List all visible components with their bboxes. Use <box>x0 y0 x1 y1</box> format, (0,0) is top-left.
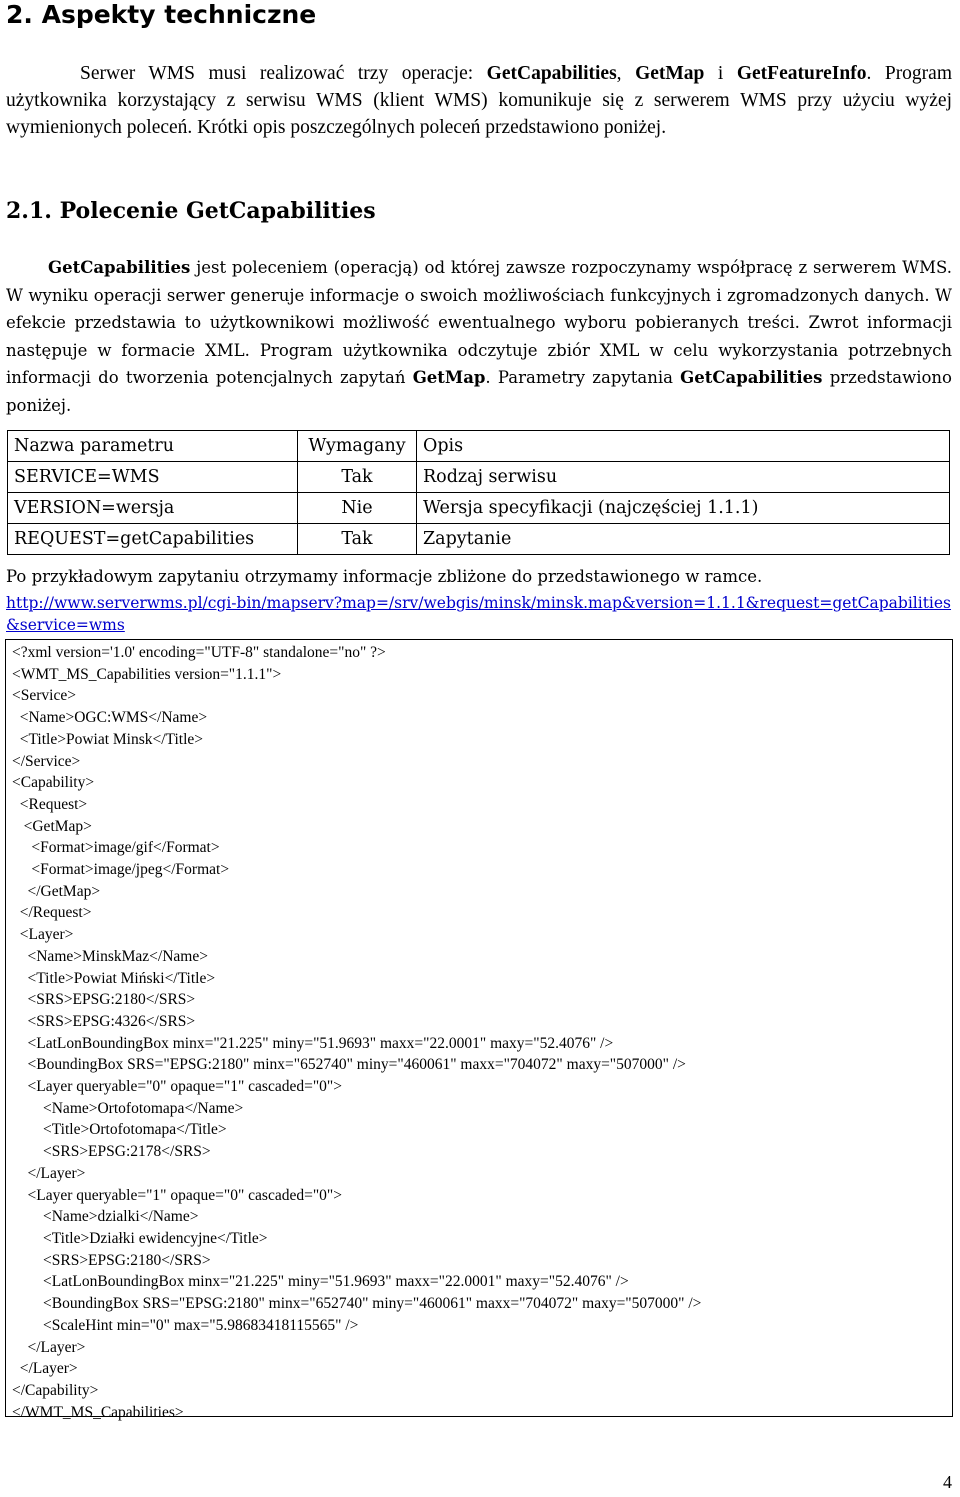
example-intro: Po przykładowym zapytaniu otrzymamy informacje zbliżone do przedstawionego w ramce. <box>6 567 763 586</box>
xml-line: </Layer> <box>12 1164 86 1182</box>
table-cell: Rodzaj serwisu <box>417 462 950 493</box>
xml-line: <Name>dzialki</Name> <box>12 1208 199 1226</box>
parameters-table <box>7 430 950 555</box>
table-row <box>8 462 950 493</box>
desc-bold-2: GetMap <box>412 368 486 387</box>
intro-sep2: i <box>704 63 737 84</box>
xml-line: <Title>Powiat Miński</Title> <box>12 969 216 987</box>
xml-line: <BoundingBox SRS="EPSG:2180" minx="652740" miny="460061" maxx="704072" maxy="507000" /> <box>12 1056 686 1074</box>
xml-line: <LatLonBoundingBox minx="21.225" miny="51.9693" maxx="22.0001" maxy="52.4076" /> <box>12 1034 614 1052</box>
xml-line: <Layer queryable="1" opaque="0" cascaded="0"> <box>12 1186 342 1204</box>
table-cell: Wymagany <box>298 431 417 462</box>
xml-line: <SRS>EPSG:4326</SRS> <box>12 1012 196 1030</box>
subsection-heading: 2.1. Polecenie GetCapabilities <box>6 198 376 224</box>
xml-response-box <box>5 639 953 1421</box>
xml-line: <ScaleHint min="0" max="5.98683418115565" /> <box>12 1316 359 1334</box>
xml-line: <?xml version='1.0' encoding="UTF-8" standalone="no" ?> <box>12 644 386 661</box>
table-cell: Nazwa parametru <box>8 431 298 462</box>
desc-bold-3: GetCapabilities <box>680 368 823 387</box>
xml-line: </GetMap> <box>12 882 101 900</box>
desc-text-2: . Parametry zapytania <box>485 368 681 387</box>
xml-line: <Name>OGC:WMS</Name> <box>12 709 208 727</box>
xml-line: <GetMap> <box>12 817 92 835</box>
description-text <box>6 254 952 419</box>
desc-bold-1: GetCapabilities <box>48 258 191 277</box>
xml-line: <Format>image/gif</Format> <box>12 839 220 857</box>
xml-line: <Layer> <box>12 926 74 944</box>
table-cell: SERVICE=WMS <box>8 462 298 493</box>
desc-text-1: jest poleceniem (operacją) od której zawsze rozpoczynamy współpracę z serwerem WMS. W wyniku operacji serwer generuje informacje o swoich możliwościach funkcyjnych i zgromadzonych danych. W efekcie przedstawia to użytkownikowi możliwość ewentualnego wyboru pobieranych treści. Zwrot informacji następuje w formacie XML. Program użytkownika odczytuje zbiór XML w celu wykorzystania potrzebnych informacji do tworzenia potencjalnych zapytań <box>6 258 952 387</box>
intro-sep1: , <box>616 63 636 84</box>
desc-text-3: przedstawiono poniżej. <box>6 368 952 415</box>
intro-rest: Program użytkownika korzystający z serwisu WMS (klient WMS) komunikuje się z serwerem WMS przy użyciu wyżej wymienionych poleceń. Krótki opis poszczególnych poleceń przedstawiono poniżej. <box>6 63 952 138</box>
xml-line: <SRS>EPSG:2180</SRS> <box>12 991 196 1009</box>
xml-line: <Capability> <box>12 774 95 792</box>
table-cell: VERSION=wersja <box>8 493 298 524</box>
intro-line1-post: . <box>866 63 872 84</box>
xml-line: <Name>MinskMaz</Name> <box>12 947 208 965</box>
op-getcapabilities: GetCapabilities <box>486 63 617 84</box>
xml-line: </WMT_MS_Capabilities> <box>12 1403 184 1421</box>
page-number: 4 <box>943 1472 952 1492</box>
xml-line: </Request> <box>12 904 92 922</box>
xml-line: <WMT_MS_Capabilities version="1.1.1"> <box>12 665 282 683</box>
intro-text <box>6 60 952 141</box>
xml-line: <Service> <box>12 687 76 705</box>
intro-line1-pre: Serwer WMS musi realizować trzy operacje: <box>80 63 487 84</box>
xml-line: <Request> <box>12 795 88 813</box>
table-cell: Opis <box>417 431 950 462</box>
xml-line: </Layer> <box>12 1338 86 1356</box>
xml-line: </Service> <box>12 752 81 770</box>
xml-code <box>12 642 701 1423</box>
table-header-row <box>8 431 950 462</box>
xml-line: <Layer queryable="0" opaque="1" cascaded="0"> <box>12 1078 342 1096</box>
xml-line: <SRS>EPSG:2180</SRS> <box>12 1251 211 1269</box>
table-cell: Tak <box>298 524 417 555</box>
getcapabilities-description <box>6 254 952 419</box>
xml-line: <Title>Ortofotomapa</Title> <box>12 1121 227 1139</box>
table-cell: Wersja specyfikacji (najczęściej 1.1.1) <box>417 493 950 524</box>
table-row <box>8 524 950 555</box>
xml-line: </Capability> <box>12 1381 99 1399</box>
xml-line: <BoundingBox SRS="EPSG:2180" minx="652740" miny="460061" maxx="704072" maxy="507000" /> <box>12 1295 702 1313</box>
xml-line: <Title>Powiat Minsk</Title> <box>12 730 204 748</box>
xml-line: <Title>Działki ewidencyjne</Title> <box>12 1229 268 1247</box>
xml-line: <LatLonBoundingBox minx="21.225" miny="51.9693" maxx="22.0001" maxy="52.4076" /> <box>12 1273 629 1291</box>
xml-line: <SRS>EPSG:2178</SRS> <box>12 1143 211 1161</box>
xml-line: <Format>image/jpeg</Format> <box>12 861 230 879</box>
xml-line: <Name>Ortofotomapa</Name> <box>12 1099 244 1117</box>
example-url-link[interactable]: http://www.serverwms.pl/cgi-bin/mapserv?map=/srv/webgis/minsk/minsk.map&version=1.1.1&request=getCapabilities&service=wms <box>6 594 952 634</box>
table-cell: Tak <box>298 462 417 493</box>
table-row <box>8 493 950 524</box>
table-cell: REQUEST=getCapabilities <box>8 524 298 555</box>
intro-paragraph <box>6 60 952 141</box>
op-getmap: GetMap <box>635 63 705 84</box>
table-cell: Nie <box>298 493 417 524</box>
table-cell: Zapytanie <box>417 524 950 555</box>
section-heading: 2. Aspekty techniczne <box>6 0 317 29</box>
xml-line: </Layer> <box>12 1360 78 1378</box>
op-getfeatureinfo: GetFeatureInfo <box>736 63 867 84</box>
